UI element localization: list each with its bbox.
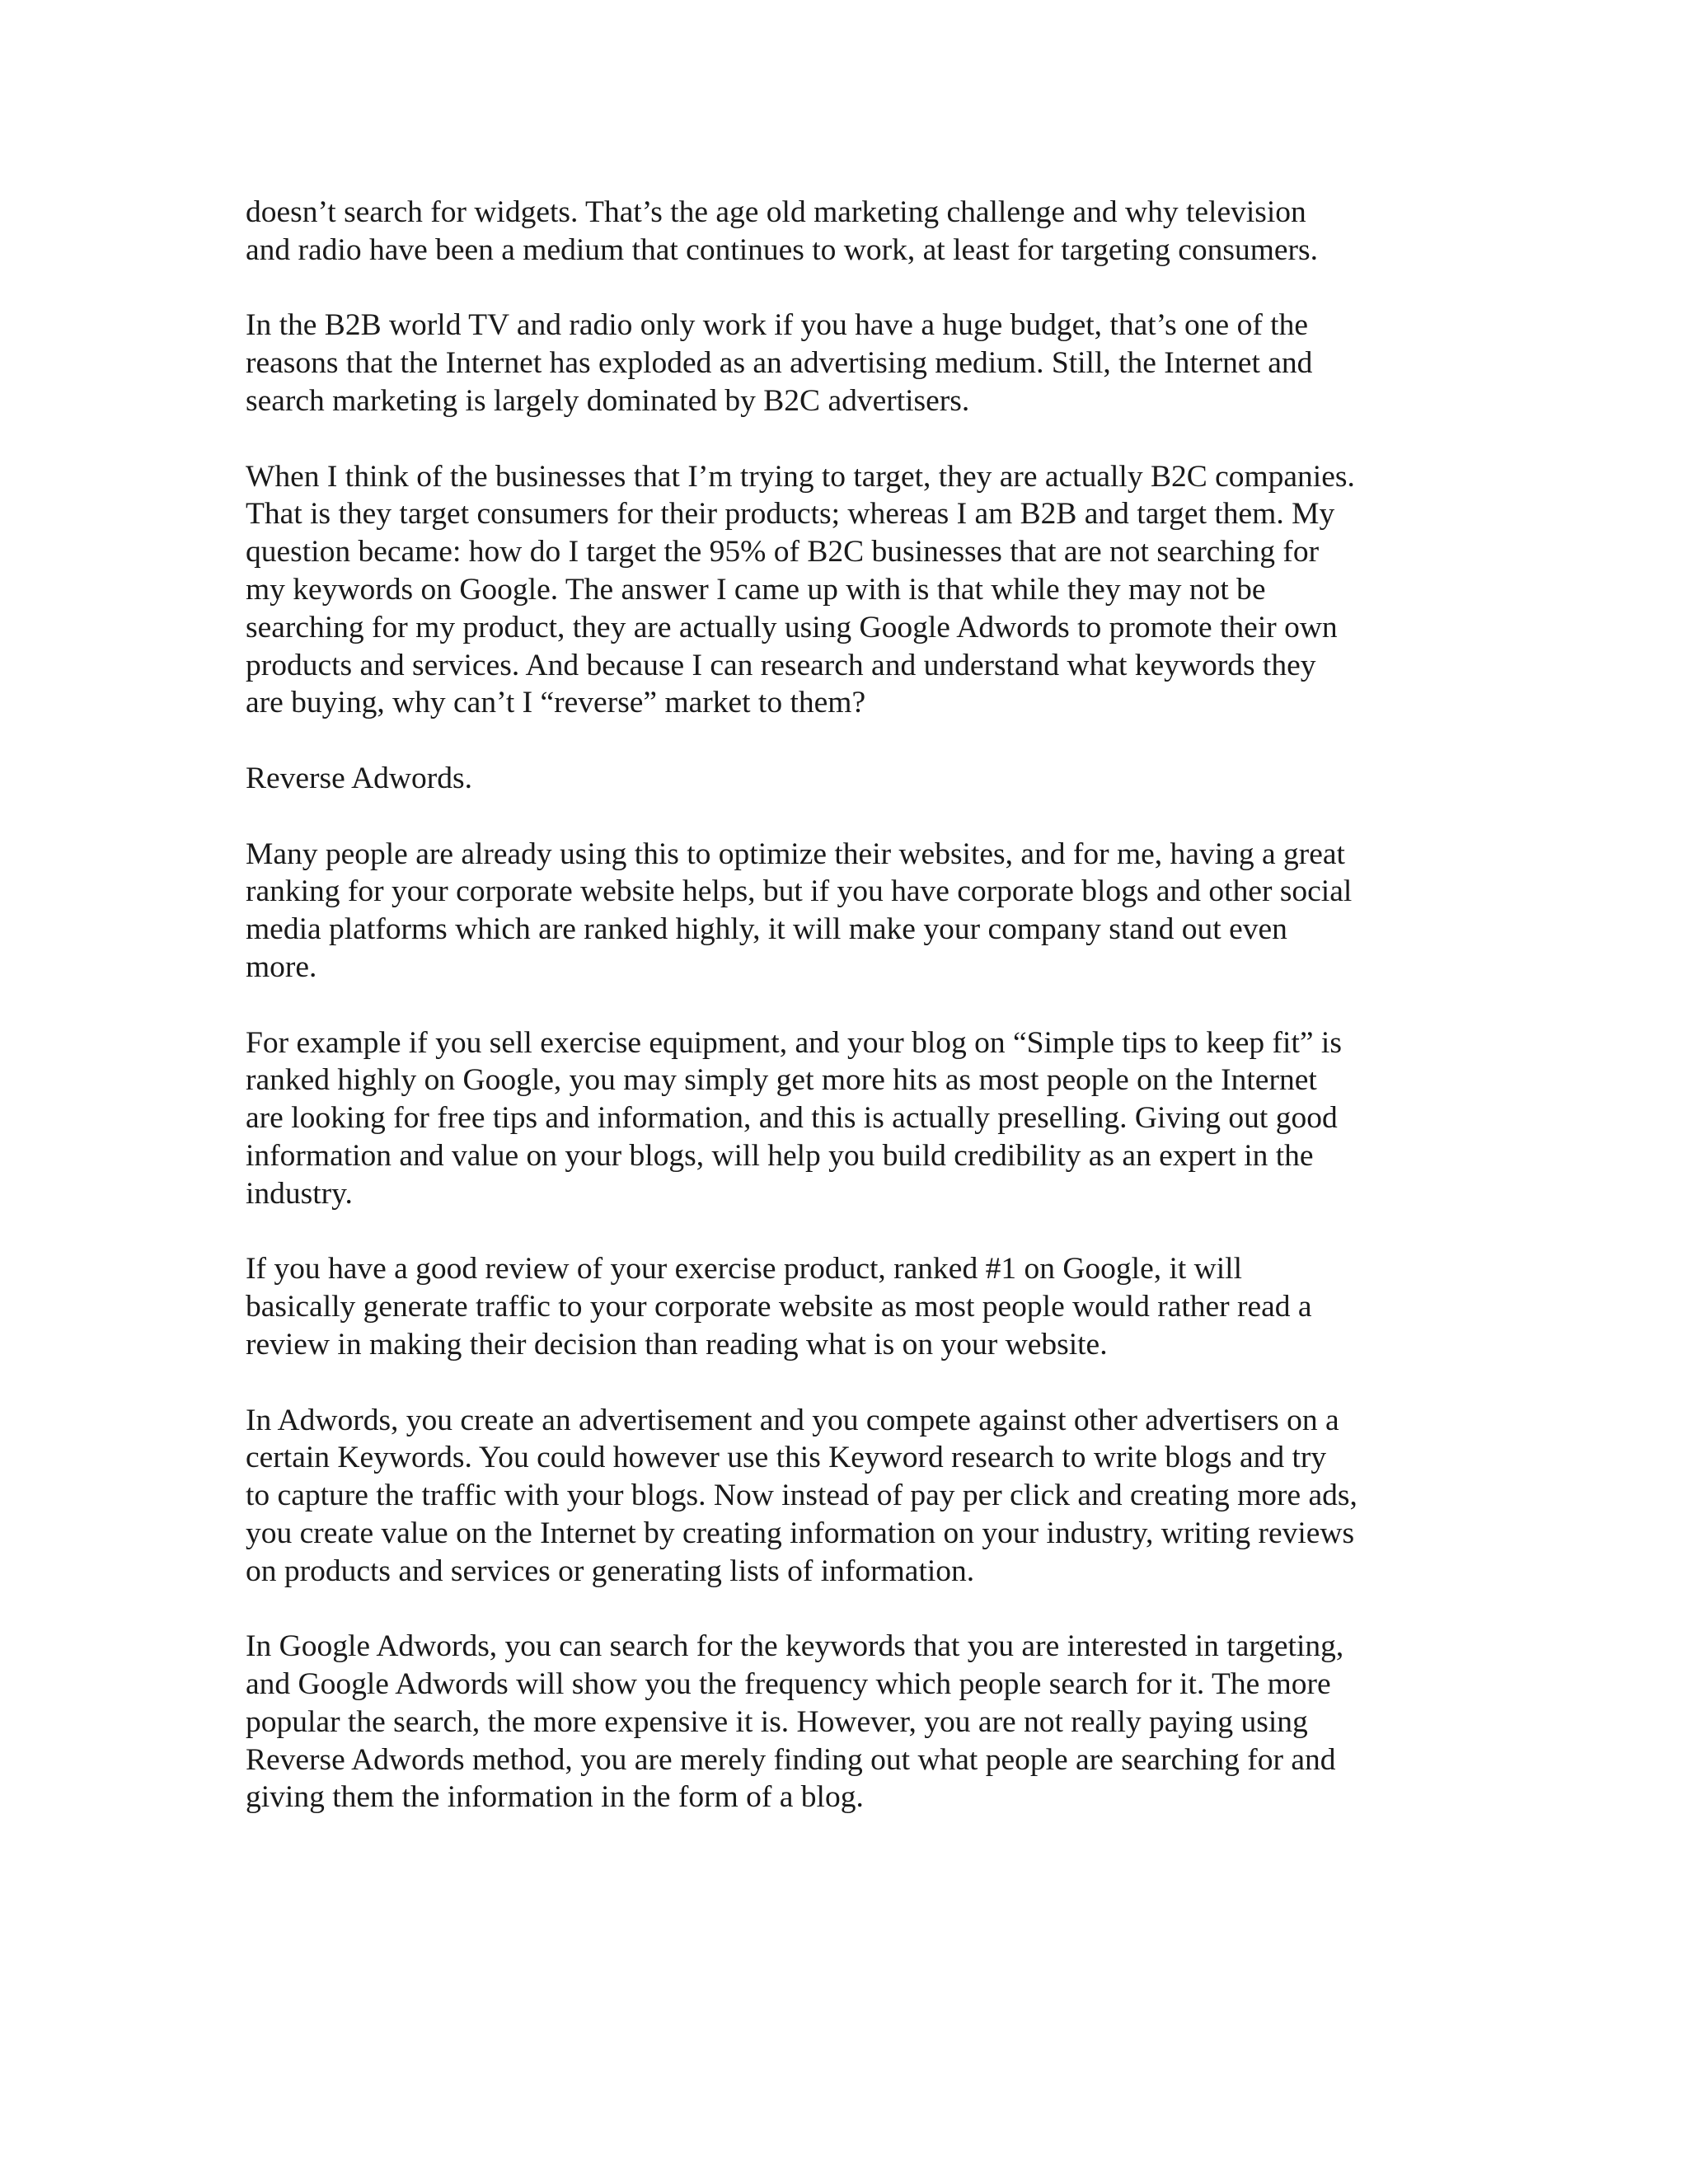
text-line: giving them the information in the form of a blog. — [246, 1780, 864, 1815]
text-line: industry. — [246, 1176, 353, 1211]
paragraph — [246, 1250, 1449, 1363]
paragraph — [246, 1628, 1449, 1816]
text-line: Many people are already using this to optimize their websites, and for me, having a great — [246, 837, 1345, 871]
paragraph — [246, 458, 1449, 723]
text-line: information and value on your blogs, will help you build credibility as an expert in the — [246, 1138, 1314, 1173]
text-line: For example if you sell exercise equipment, and your blog on “Simple tips to keep fit” is — [246, 1025, 1342, 1060]
text-line: ranking for your corporate website helps, but if you have corporate blogs and other social — [246, 874, 1353, 909]
text-line: and Google Adwords will show you the frequency which people search for it. The more — [246, 1667, 1331, 1702]
text-line: my keywords on Google. The answer I came up with is that while they may not be — [246, 572, 1266, 607]
text-line: more. — [246, 949, 317, 984]
text-line: Reverse Adwords method, you are merely finding out what people are searching for and — [246, 1742, 1336, 1777]
text-line: popular the search, the more expensive it is. However, you are not really paying using — [246, 1704, 1308, 1739]
text-line: question became: how do I target the 95% of B2C businesses that are not searching for — [246, 535, 1320, 569]
paragraph — [246, 1402, 1449, 1591]
text-line: searching for my product, they are actually using Google Adwords to promote their own — [246, 610, 1338, 644]
text-line: certain Keywords. You could however use this Keyword research to write blogs and try — [246, 1441, 1327, 1475]
text-line: In Adwords, you create an advertisement and you compete against other advertisers on a — [246, 1403, 1339, 1437]
text-line: you create value on the Internet by creating information on your industry, writing reviews — [246, 1516, 1355, 1550]
text-line: are buying, why can’t I “reverse” market to them? — [246, 686, 866, 720]
paragraph — [246, 194, 1449, 269]
text-line: Reverse Adwords. — [246, 761, 472, 795]
text-line: In the B2B world TV and radio only work if you have a huge budget, that’s one of the — [246, 308, 1308, 343]
text-line: media platforms which are ranked highly, it will make your company stand out even — [246, 912, 1287, 947]
text-line: are looking for free tips and information, and this is actually preselling. Giving out good — [246, 1101, 1338, 1136]
paragraph — [246, 760, 1449, 798]
text-line: products and services. And because I can research and understand what keywords they — [246, 648, 1316, 682]
document-body — [246, 194, 1449, 1854]
text-line: search marketing is largely dominated by B2C advertisers. — [246, 383, 970, 418]
text-line: ranked highly on Google, you may simply get more hits as most people on the Internet — [246, 1063, 1317, 1098]
text-line: In Google Adwords, you can search for the keywords that you are interested in targeting, — [246, 1629, 1344, 1664]
paragraph — [246, 307, 1449, 419]
text-line: When I think of the businesses that I’m trying to target, they are actually B2C companies. — [246, 459, 1355, 494]
text-line: That is they target consumers for their products; whereas I am B2B and target them. My — [246, 497, 1335, 532]
text-line: and radio have been a medium that continues to work, at least for targeting consumers. — [246, 232, 1319, 267]
paragraph — [246, 836, 1449, 987]
text-line: If you have a good review of your exercise product, ranked #1 on Google, it will — [246, 1252, 1243, 1286]
text-line: reasons that the Internet has exploded as an advertising medium. Still, the Internet and — [246, 346, 1313, 381]
text-line: to capture the traffic with your blogs. Now instead of pay per click and creating more ads, — [246, 1479, 1357, 1513]
text-line: doesn’t search for widgets. That’s the age old marketing challenge and why television — [246, 195, 1306, 229]
text-line: on products and services or generating lists of information. — [246, 1554, 975, 1588]
paragraph — [246, 1024, 1449, 1213]
text-line: review in making their decision than reading what is on your website. — [246, 1327, 1108, 1361]
text-line: basically generate traffic to your corporate website as most people would rather read a — [246, 1290, 1312, 1324]
